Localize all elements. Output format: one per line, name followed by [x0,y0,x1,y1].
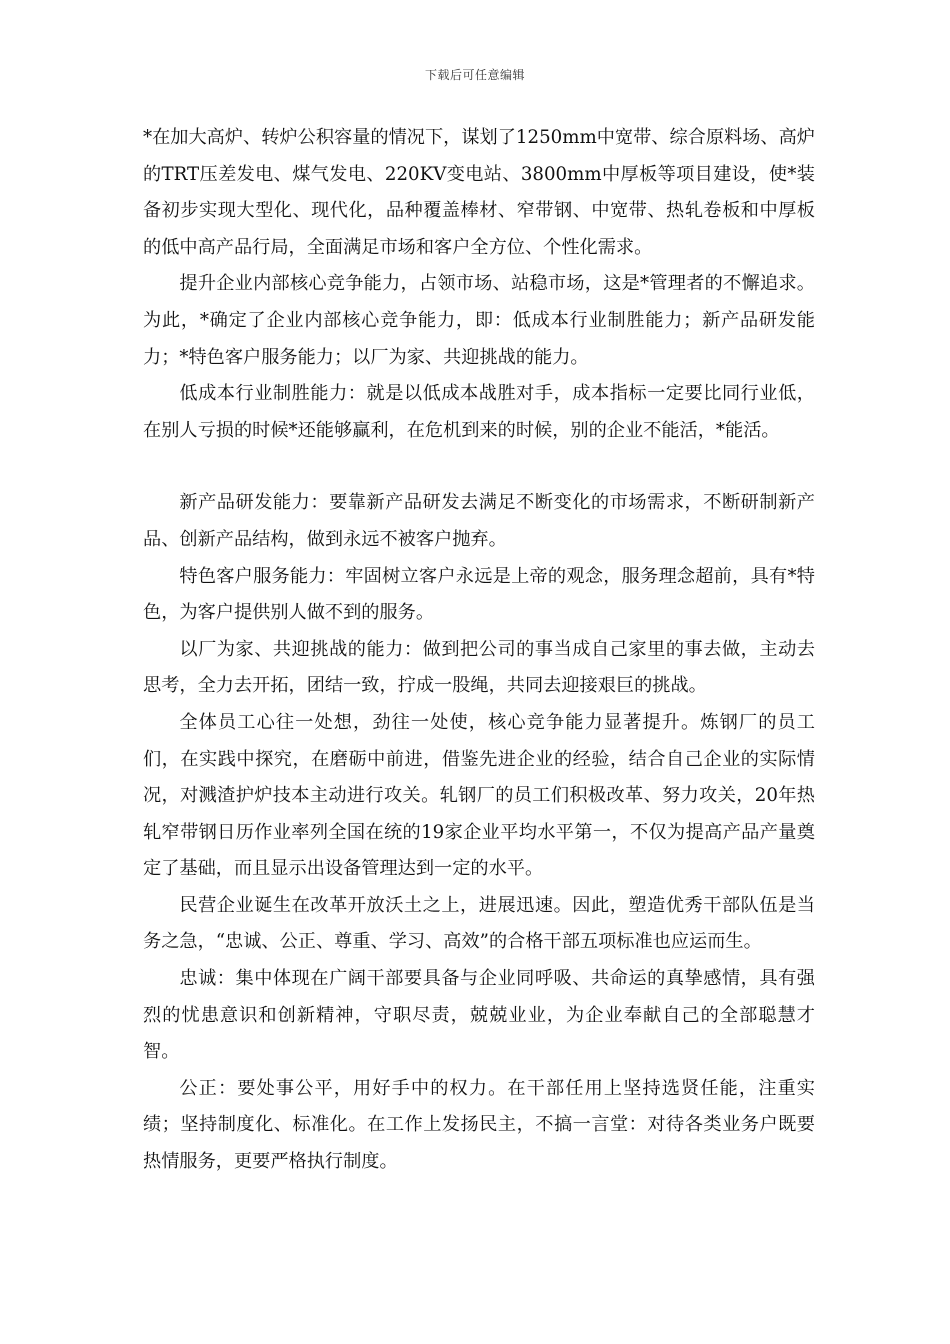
paragraph-core-competence: 提升企业内部核心竞争能力，占领市场、站稳市场，这是*管理者的不懈追求。为此，*确定了企业内部核心竞争能力，即：低成本行业制胜能力；新产品研发能力；*特色客户服务能力；以厂为家、共迎挑战的能力。 [143,273,815,368]
paragraph-loyalty: 忠诚：集中体现在广阔干部要具备与企业同呼吸、共命运的真挚感情，具有强烈的忧患意识和创新精神，守职尽责，兢兢业业，为企业奉献自己的全部聪慧才智。 [143,968,815,1063]
paragraph-equipment: *在加大高炉、转炉公积容量的情况下，谋划了1250mm中宽带、综合原料场、高炉的TRT压差发电、煤气发电、220KV变电站、3800mm中厚板等项目建设，使*装备初步实现大型化、现代化，品种覆盖棒材、窄带钢、中宽带、热轧卷板和中厚板的低中高产品行局，全面满足市场和客户全方位、个性化需求。 [143,127,815,258]
document-body [143,120,815,1181]
paragraph-fairness: 公正：要处事公平，用好手中的权力。在干部任用上坚持选贤任能，注重实绩；坚持制度化、标准化。在工作上发扬民主，不搞一言堂：对待各类业务户既要热情服务，更要严格执行制度。 [143,1077,815,1173]
paragraph-low-cost: 低成本行业制胜能力：就是以低成本战胜对手，成本指标一定要比同行业低，在别人亏损的时候*还能够赢利，在危机到来的时候，别的企业不能活，*能活。 [143,383,815,441]
paragraph-new-product: 新产品研发能力：要靠新产品研发去满足不断变化的市场需求，不断研制新产品、创新产品结构，做到永远不被客户抛弃。 [143,492,815,550]
paragraph-customer-service: 特色客户服务能力：牢固树立客户永远是上帝的观念，服务理念超前，具有*特色，为客户提供别人做不到的服务。 [143,565,815,624]
page-header: 下载后可任意编辑 [424,68,525,82]
paragraph-staff-effort: 全体员工心往一处想，劲往一处使，核心竞争能力显著提升。炼钢厂的员工们，在实践中探究，在磨砺中前进，借鉴先进企业的经验，结合自己企业的实际情况，对溅渣护炉技本主动进行攻关。轧钢厂的员工们积极改革、努力攻关，20年热轧窄带钢日历作业率列全国在统的19家企业平均水平第一，不仅为提高产品产量奠定了基础，而且显示出设备管理达到一定的水平。 [143,711,815,880]
paragraph-factory-as-home: 以厂为家、共迎挑战的能力：做到把公司的事当成自己家里的事去做，主动去思考，全力去开拓，团结一致，拧成一股绳，共同去迎接艰巨的挑战。 [143,638,815,697]
paragraph-cadre-standards: 民营企业诞生在改革开放沃土之上，进展迅速。因此，塑造优秀干部队伍是当务之急，“忠诚、公正、尊重、学习、高效”的合格干部五项标准也应运而生。 [143,894,815,953]
